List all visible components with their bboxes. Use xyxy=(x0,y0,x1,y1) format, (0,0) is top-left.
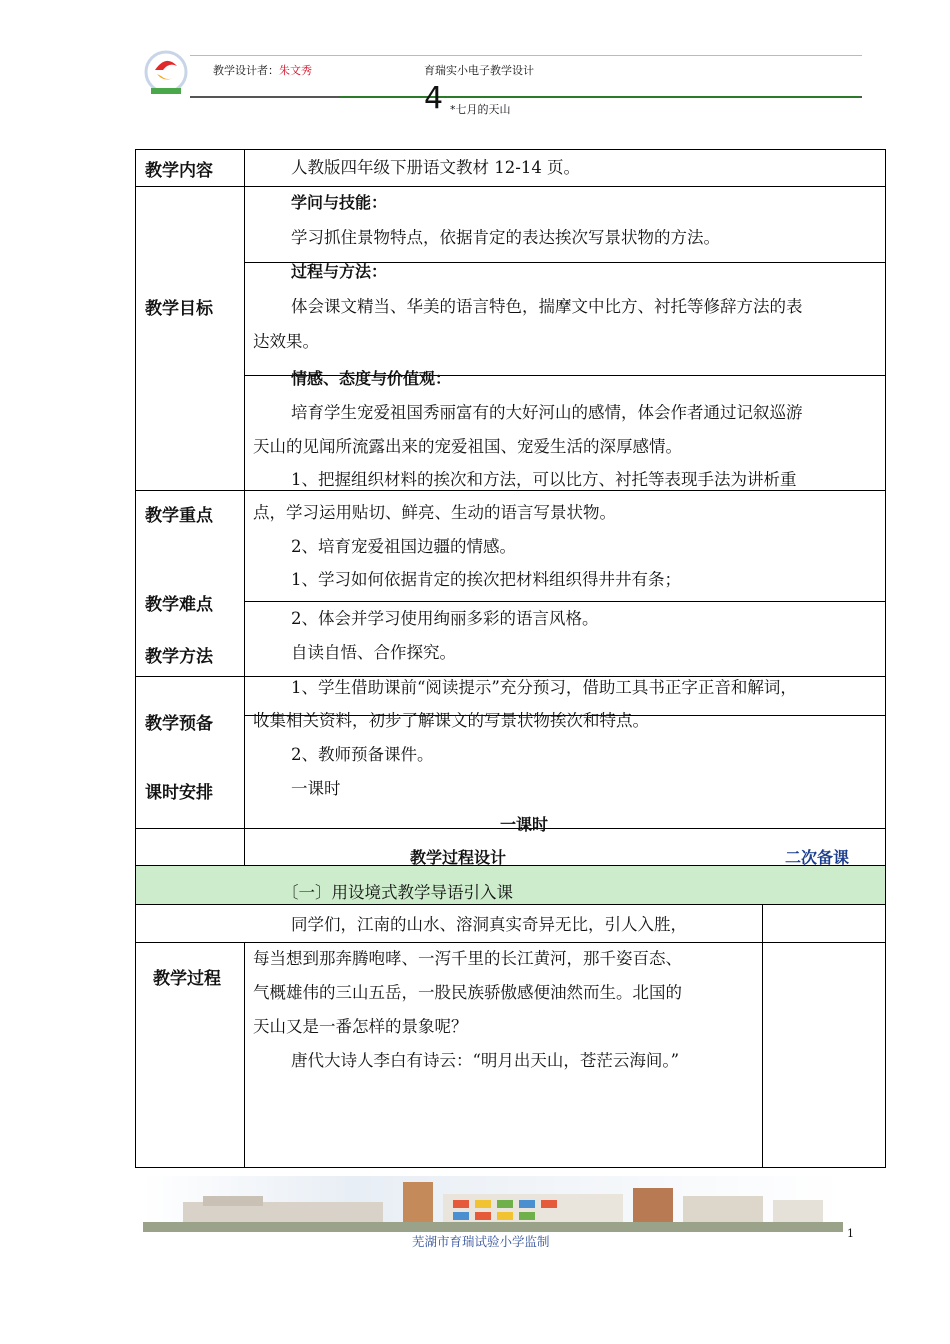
goal1-text: 学习抓住景物特点，依据肯定的表达挨次写景状物的方法。 xyxy=(291,228,720,247)
prep-line3: 2、教师预备课件。 xyxy=(291,745,434,764)
key-line1: 1、把握组织材料的挨次和方法，可以比方、衬托等表现手法为讲析重 xyxy=(291,470,797,489)
key-line3: 2、培育宠爱祖国边疆的情感。 xyxy=(291,537,516,556)
diff-line2: 2、体会并学习使用绚丽多彩的语言风格。 xyxy=(291,609,599,628)
method-text: 自读自悟、合作探究。 xyxy=(291,643,456,662)
section1-heading: 〔一〕用设境式教学导语引入课 xyxy=(282,883,513,902)
difficulties-label: 教学难点 xyxy=(145,595,213,615)
goal2-line2: 达效果。 xyxy=(253,332,319,351)
goal1-title: 学问与技能： xyxy=(291,193,388,212)
second-prep-heading: 二次备课 xyxy=(785,848,850,867)
content-label: 教学内容 xyxy=(145,161,213,181)
process-label: 教学过程 xyxy=(153,969,221,989)
goal3-line2: 天山的见闻所流露出来的宠爱祖国、宠爱生活的深厚感情。 xyxy=(253,437,682,456)
lesson-number: 4 xyxy=(424,81,444,116)
doc-title: 育瑞实小电子教学设计 xyxy=(424,64,534,77)
designer-name: 朱文秀 xyxy=(279,64,312,77)
process-p5: 唐代大诗人李白有诗云：“明月出天山，苍茫云海间。” xyxy=(291,1051,680,1070)
prep-label: 教学预备 xyxy=(145,714,213,734)
prep-line1: 1、学生借助课前“阅读提示”充分预习，借助工具书正字正音和解词， xyxy=(291,678,797,697)
goals-label: 教学目标 xyxy=(145,299,213,319)
session-title: 一课时 xyxy=(500,815,549,834)
key-points-label: 教学重点 xyxy=(145,506,213,526)
prep-line2: 收集相关资料，初步了解课文的写景状物挨次和特点。 xyxy=(253,711,649,730)
goal3-title: 情感、态度与价值观： xyxy=(291,369,452,388)
header-top-line xyxy=(190,55,862,56)
goal3-line1: 培育学生宠爱祖国秀丽富有的大好河山的感情，体会作者通过记叙巡游 xyxy=(291,403,803,422)
page-number: 1 xyxy=(847,1227,854,1240)
goal2-title: 过程与方法： xyxy=(291,262,388,281)
designer-label: 教学设计者：朱文秀 xyxy=(213,64,312,77)
footer-school-banner xyxy=(143,1176,843,1232)
key-line2: 点，学习运用贴切、鲜亮、生动的语言写景状物。 xyxy=(253,503,616,522)
process-design-heading: 教学过程设计 xyxy=(410,848,507,867)
process-p3: 气概雄伟的三山五岳，一股民族骄傲感便油然而生。北国的 xyxy=(253,983,682,1002)
hours-text: 一课时 xyxy=(291,779,341,798)
lesson-title: *七月的天山 xyxy=(450,103,511,116)
footer-school-text: 芜湖市育瑞试验小学监制 xyxy=(412,1234,550,1249)
process-p1: 同学们，江南的山水、溶洞真实奇异无比，引人入胜， xyxy=(291,915,687,934)
school-logo xyxy=(143,48,189,100)
hours-label: 课时安排 xyxy=(145,783,213,803)
goal2-line1: 体会课文精当、华美的语言特色，揣摩文中比方、衬托等修辞方法的表 xyxy=(291,297,803,316)
content-text: 人教版四年级下册语文教材 12-14 页。 xyxy=(291,158,581,177)
header-accent xyxy=(340,96,860,98)
diff-line1: 1、学习如何依据肯定的挨次把材料组织得井井有条； xyxy=(291,570,681,589)
method-label: 教学方法 xyxy=(145,647,213,667)
process-p4: 天山又是一番怎样的景象呢？ xyxy=(253,1017,468,1036)
process-p2: 每当想到那奔腾咆哮、一泻千里的长江黄河，那千姿百态、 xyxy=(253,949,682,968)
